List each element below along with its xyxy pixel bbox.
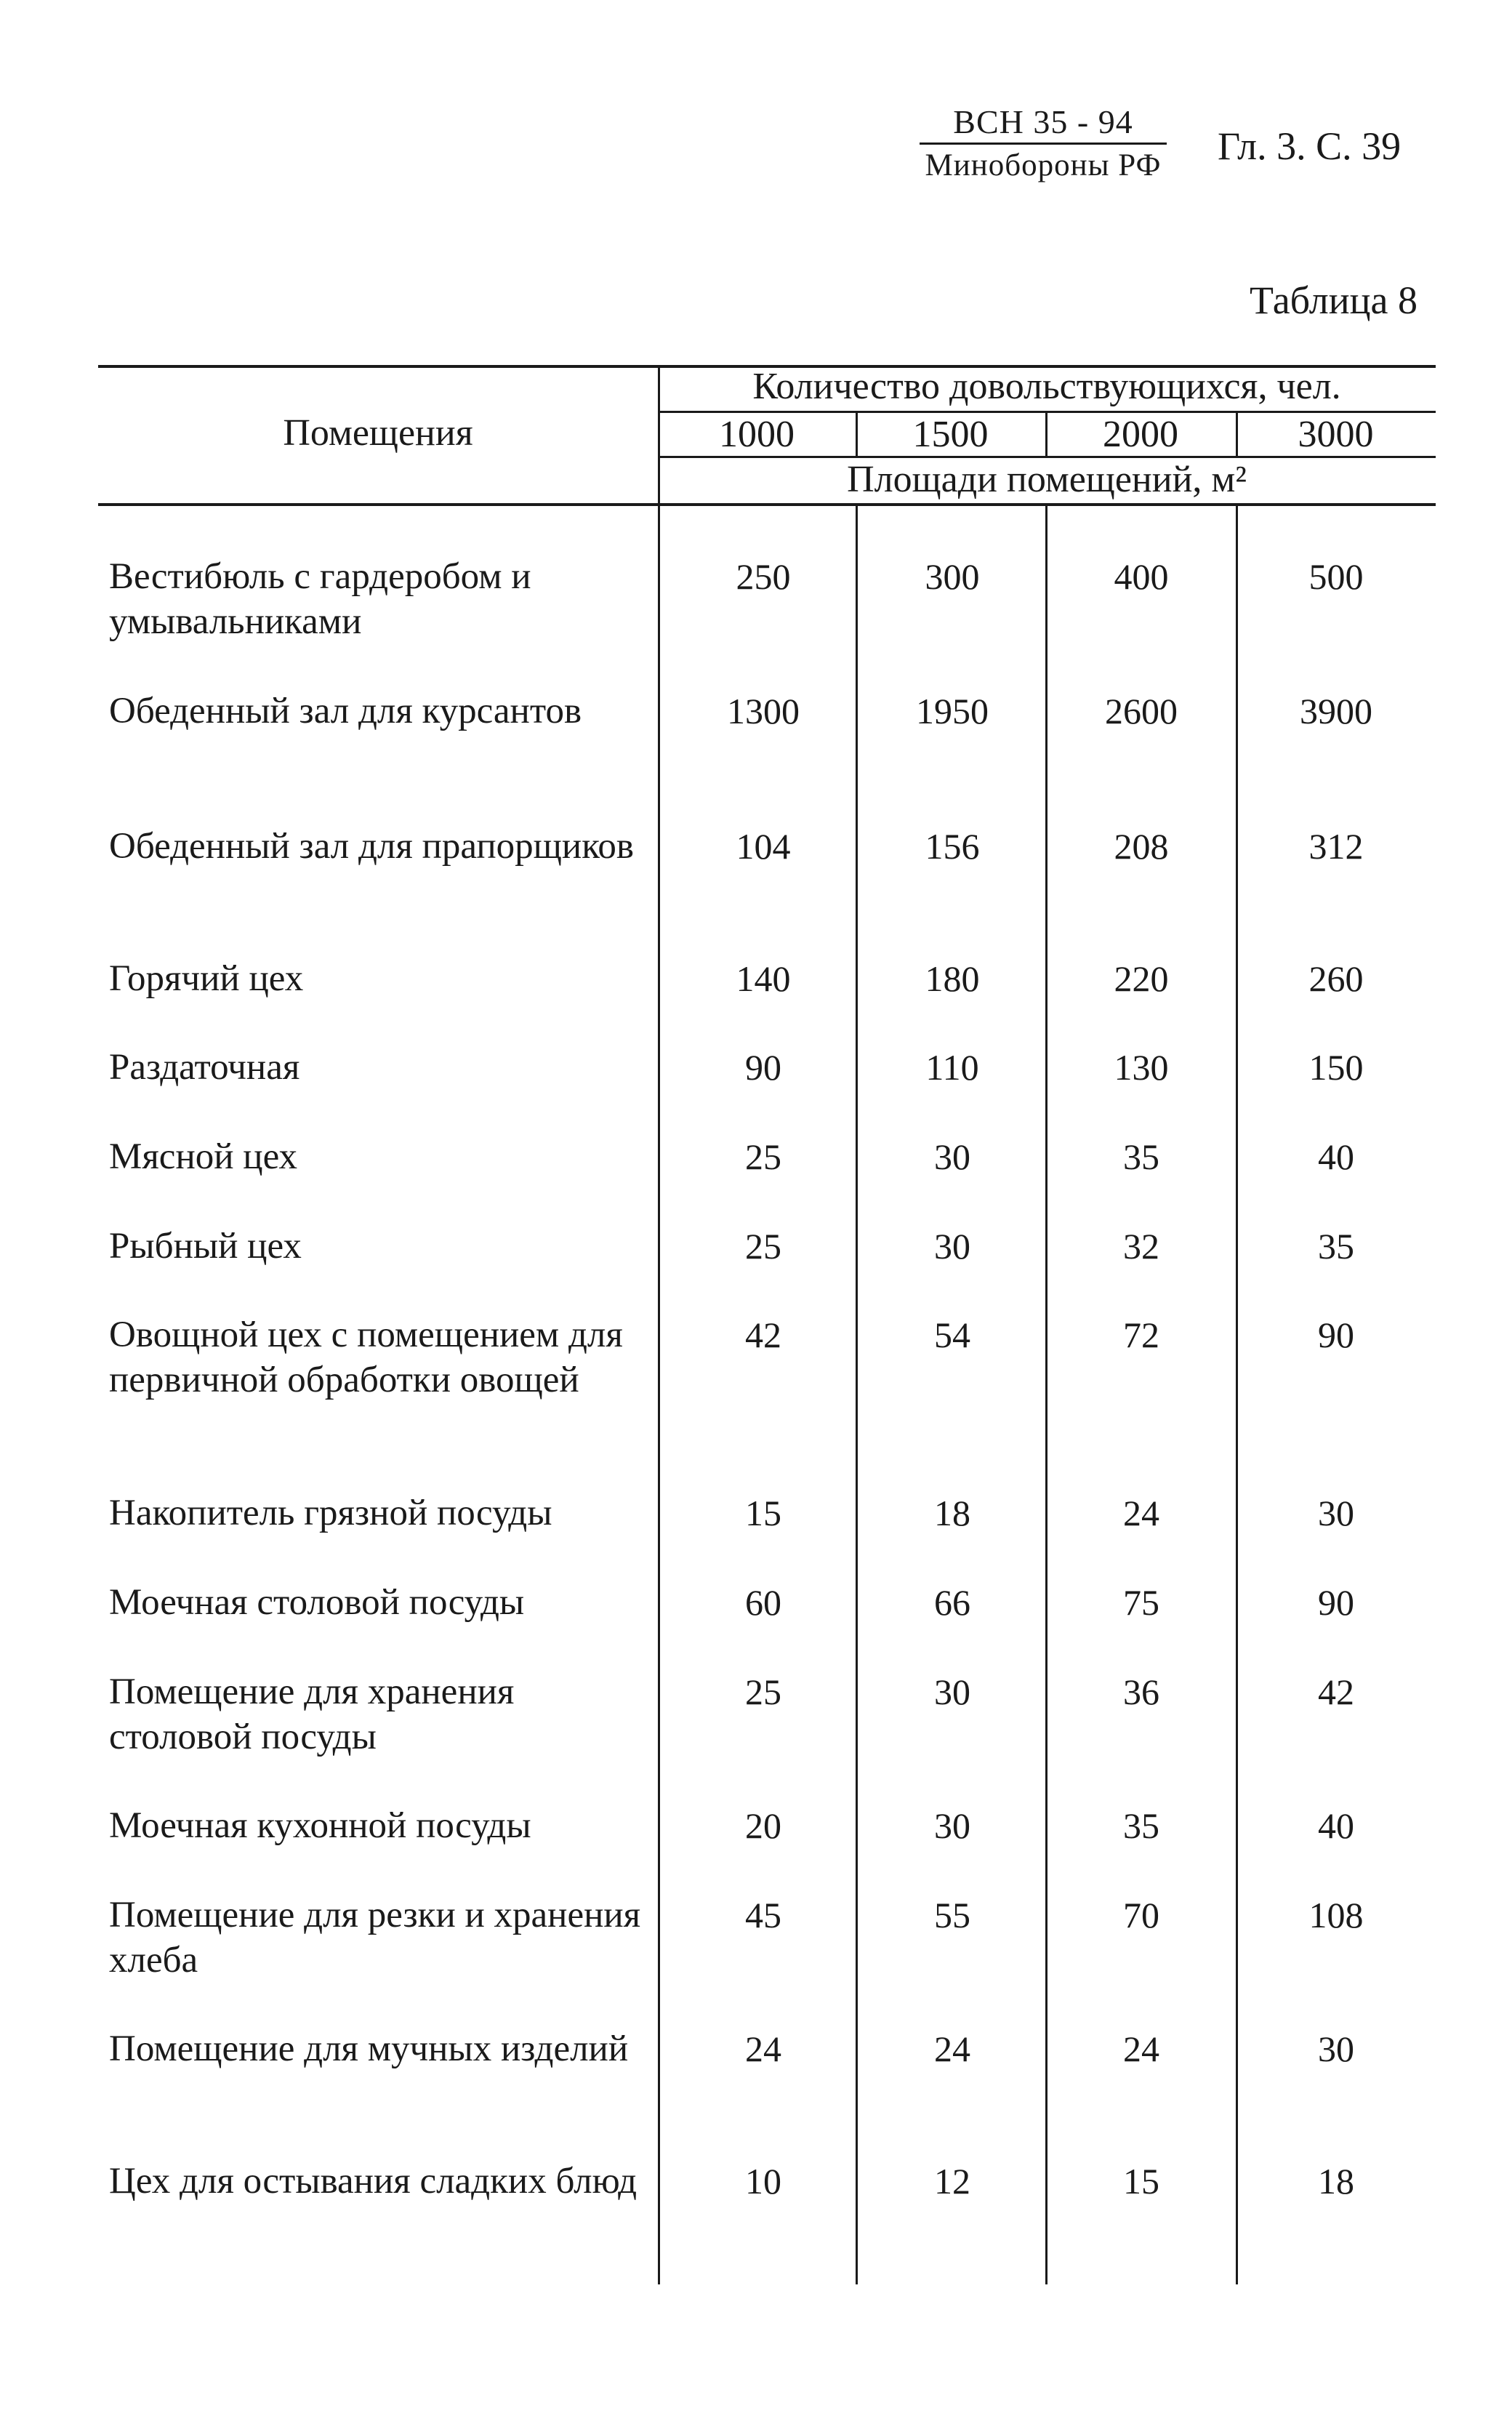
row-label: Цех для остывания сладких блюд <box>109 2161 638 2202</box>
table-cell: 180 <box>925 958 980 999</box>
table-cell: 140 <box>736 958 791 999</box>
table-cell: 24 <box>1123 2028 1159 2069</box>
table-cell: 12 <box>934 2161 970 2202</box>
table-cell: 25 <box>745 1226 781 1267</box>
table-cell: 30 <box>934 1136 970 1177</box>
table-cell: 25 <box>745 1136 781 1177</box>
header-col-2000: 2000 <box>1103 414 1178 455</box>
document-designation <box>898 102 1189 187</box>
row-label: Вестибюль с гардеробом и умывальниками <box>109 556 531 642</box>
table-cell: 312 <box>1308 826 1364 867</box>
table-cell: 42 <box>1318 1672 1354 1712</box>
table-cell: 110 <box>925 1047 979 1088</box>
table-cell: 24 <box>934 2028 970 2069</box>
table-cell: 72 <box>1123 1315 1159 1355</box>
table-cell: 10 <box>745 2161 781 2202</box>
row-label: Раздаточная <box>109 1047 300 1088</box>
table-cell: 250 <box>736 556 791 597</box>
table-cell: 108 <box>1308 1895 1364 1935</box>
table-cell: 20 <box>745 1805 781 1846</box>
table-cell: 500 <box>1308 556 1364 597</box>
document-organization: Минобороны РФ <box>925 148 1162 182</box>
table-cell: 75 <box>1123 1582 1159 1623</box>
column-divider <box>1045 503 1047 2284</box>
document-code: ВСН 35 - 94 <box>920 102 1167 145</box>
table-cell: 1950 <box>916 691 989 731</box>
table-cell: 24 <box>1123 1493 1159 1533</box>
header-count: Количество довольствующихся, чел. <box>752 366 1341 407</box>
table-cell: 54 <box>934 1315 970 1355</box>
table-cell: 90 <box>1318 1582 1354 1623</box>
header-col-1500: 1500 <box>912 414 989 455</box>
row-label: Мясной цех <box>109 1136 298 1177</box>
row-label: Накопитель грязной посуды <box>109 1493 552 1533</box>
table-cell: 66 <box>934 1582 970 1623</box>
row-label: Обеденный зал для курсантов <box>109 691 582 731</box>
row-label: Помещение для хранения столовой посуды <box>109 1672 515 1757</box>
table-cell: 35 <box>1123 1805 1159 1846</box>
header-col-3000: 3000 <box>1298 414 1374 455</box>
table-cell: 35 <box>1123 1136 1159 1177</box>
table-cell: 104 <box>736 826 791 867</box>
header-col-1000: 1000 <box>719 414 795 455</box>
table-cell: 35 <box>1318 1226 1354 1267</box>
table-cell: 24 <box>745 2028 781 2069</box>
table-cell: 156 <box>925 826 980 867</box>
table-cell: 400 <box>1114 556 1169 597</box>
table-cell: 1300 <box>727 691 800 731</box>
table-cell: 15 <box>745 1493 781 1533</box>
table-cell: 25 <box>745 1672 781 1712</box>
table-cell: 130 <box>1114 1047 1169 1088</box>
table-cell: 220 <box>1114 958 1169 999</box>
table-cell: 36 <box>1123 1672 1159 1712</box>
row-label: Помещение для резки и хранения хлеба <box>109 1895 641 1980</box>
table-cell: 60 <box>745 1582 781 1623</box>
table-cell: 40 <box>1318 1136 1354 1177</box>
table-cell: 30 <box>934 1672 970 1712</box>
table-cell: 18 <box>934 1493 970 1533</box>
table-cell: 55 <box>934 1895 970 1935</box>
table-cell: 32 <box>1123 1226 1159 1267</box>
table-cell: 300 <box>925 556 980 597</box>
table-cell: 150 <box>1308 1047 1364 1088</box>
row-label: Моечная столовой посуды <box>109 1582 525 1623</box>
table-cell: 45 <box>745 1895 781 1935</box>
table-cell: 90 <box>1318 1315 1354 1355</box>
header-rooms: Помещения <box>283 412 473 454</box>
table-cell: 30 <box>934 1805 970 1846</box>
column-divider <box>1236 503 1238 2284</box>
table-cell: 70 <box>1123 1895 1159 1935</box>
table-cell: 30 <box>934 1226 970 1267</box>
row-label: Горячий цех <box>109 958 304 999</box>
row-label: Обеденный зал для прапорщиков <box>109 826 634 867</box>
row-label: Моечная кухонной посуды <box>109 1805 531 1846</box>
row-label: Рыбный цех <box>109 1226 302 1267</box>
table-cell: 40 <box>1318 1805 1354 1846</box>
table-cell: 42 <box>745 1315 781 1355</box>
column-divider <box>856 503 858 2284</box>
table-cell: 30 <box>1318 2028 1354 2069</box>
table-cell: 30 <box>1318 1493 1354 1533</box>
document-header <box>898 102 1436 189</box>
table-cell: 2600 <box>1105 691 1178 731</box>
header-bottom-rule <box>98 503 1436 506</box>
table-cell: 90 <box>745 1047 781 1088</box>
table-cell: 3900 <box>1300 691 1372 731</box>
row-label: Овощной цех с помещением для первичной обработки овощей <box>109 1315 623 1400</box>
page-reference: Гл. 3. С. 39 <box>1218 124 1402 168</box>
row-label: Помещение для мучных изделий <box>109 2028 629 2069</box>
header-area: Площади помещений, м² <box>847 459 1247 500</box>
table-cell: 260 <box>1308 958 1364 999</box>
table-caption: Таблица 8 <box>1250 278 1418 322</box>
table-cell: 208 <box>1114 826 1169 867</box>
table-cell: 18 <box>1318 2161 1354 2202</box>
column-divider <box>658 365 660 2284</box>
table-cell: 15 <box>1123 2161 1159 2202</box>
